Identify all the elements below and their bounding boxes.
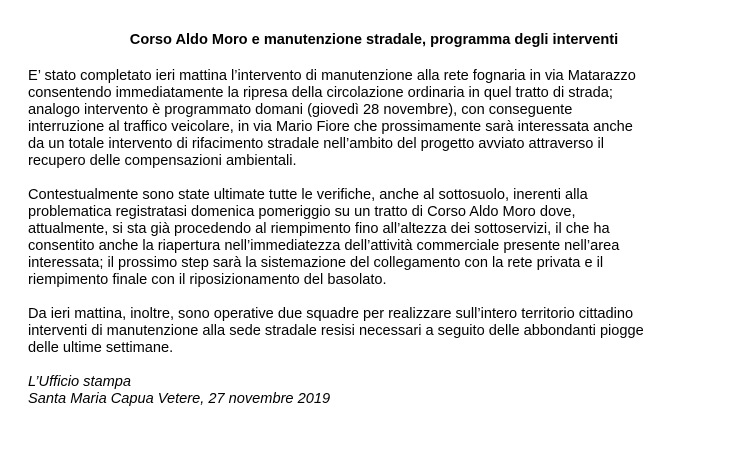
paragraph-line: recupero delle compensazioni ambientali. [28,153,297,169]
paragraph-line: interventi di manutenzione alla sede stradale resisi necessari a seguito delle abbondanti piogge [28,323,644,339]
paragraph-line: E’ stato completato ieri mattina l’intervento di manutenzione alla rete fognaria in via Matarazzo [28,68,636,84]
press-release [28,32,720,408]
paragraph-line: analogo intervento è programmato domani (giovedì 28 novembre), con conseguente [28,102,573,118]
paragraph-line: interruzione al traffico veicolare, in via Mario Fiore che prossimamente sarà interessata anche [28,119,633,135]
paragraph-1 [28,68,720,170]
signature-place-date: Santa Maria Capua Vetere, 27 novembre 2019 [28,391,331,407]
document-title: Corso Aldo Moro e manutenzione stradale, programma degli interventi [129,32,619,48]
paragraph-line: attualmente, si sta già procedendo al riempimento fino all’altezza dei sottoservizi, il che ha [28,221,610,237]
paragraph-line: da un totale intervento di rifacimento stradale nell’ambito del progetto avviato attraverso il [28,136,604,152]
signature-block [28,374,720,408]
paragraph-line: delle ultime settimane. [28,340,174,356]
paragraph-line: interessata; il prossimo step sarà la sistemazione del collegamento con la rete privata e il [28,255,604,271]
signature-office: L’Ufficio stampa [28,374,132,390]
paragraph-line: consentendo immediatamente la ripresa della circolazione ordinaria in quel tratto di strada; [28,85,613,101]
paragraph-2 [28,187,720,289]
paragraph-line: Da ieri mattina, inoltre, sono operative due squadre per realizzare sull’intero territorio cittadino [28,306,634,322]
paragraph-3 [28,306,720,357]
paragraph-line: Contestualmente sono state ultimate tutte le verifiche, anche al sottosuolo, inerenti alla [28,187,588,203]
paragraph-line: consentito anche la riapertura nell’immediatezza dell’attività commerciale presente nell’area [28,238,620,254]
paragraph-line: riempimento finale con il riposizionamento del basolato. [28,272,387,288]
paragraph-line: problematica registratasi domenica pomeriggio su un tratto di Corso Aldo Moro dove, [28,204,576,220]
